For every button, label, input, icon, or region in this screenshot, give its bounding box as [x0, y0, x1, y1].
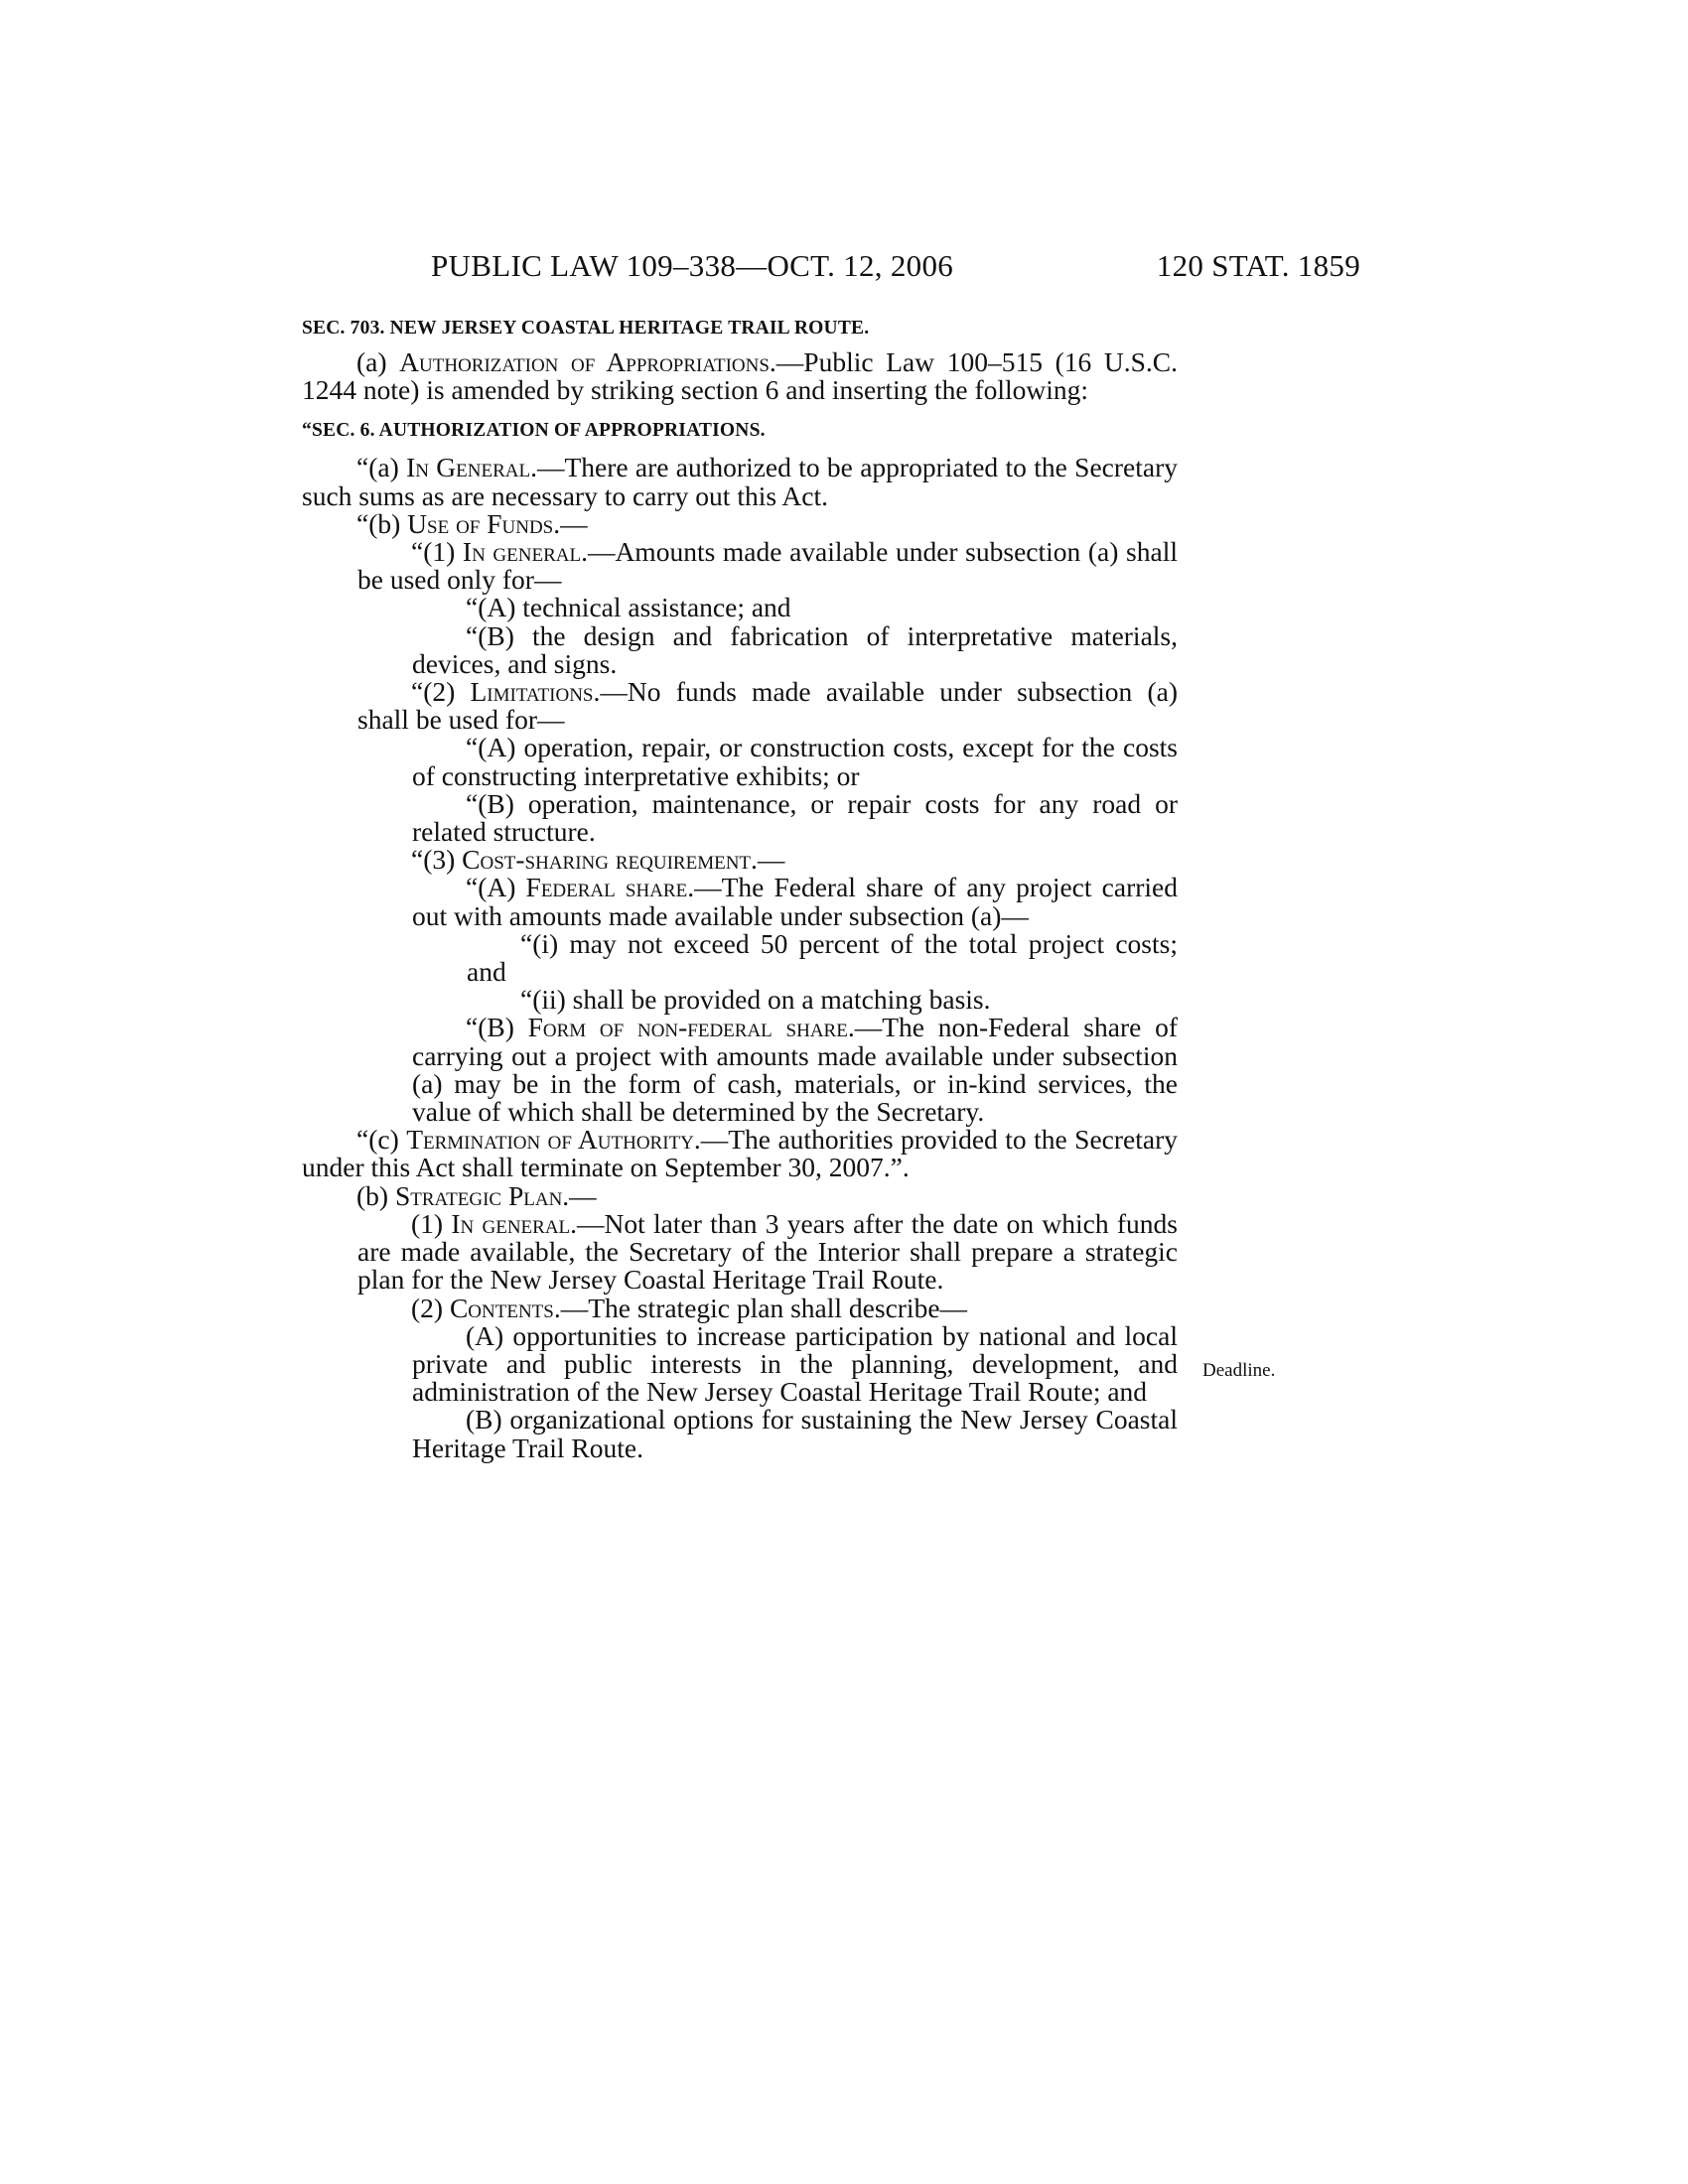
margin-note-deadline: Deadline. [1202, 1360, 1276, 1381]
running-head [298, 246, 1360, 286]
caption-form-of-non-federal-share: Form of non-federal share. [527, 1012, 855, 1043]
caption-cost-sharing-requirement: Cost-sharing requirement. [462, 844, 758, 876]
paragraph-b1-strategic-in-general: (1) In general.—Not later than 3 years after the date on which funds are made available, the Secretary of the Interior shall prepare a strategic plan for the New Jersey Coastal Heritage Trail Route. [357, 1207, 1178, 1296]
subparagraph-contents-a: (A) opportunities to increase participation by national and local private and public interests in the planning, development, and administration of the New Jersey Coastal Heritage Trail Route; and [412, 1319, 1178, 1408]
caption-use-of-funds: Use of Funds. [407, 507, 561, 539]
subparagraph-b2-b: “(B) operation, maintenance, or repair costs for any road or related structure. [412, 787, 1178, 848]
caption-authorization-of-appropriations: Authorization of Appropriations. [399, 346, 776, 377]
document-body [302, 316, 1178, 1462]
subsection-a-in-general: “(a) In General.—There are authorized to be appropriated to the Secretary such sums as are necessary to carry out this Act. [302, 452, 1178, 511]
subparagraph-b3-a-federal-share: “(A) Federal share.—The Federal share of any project carried out with amounts made available under subsection (a)— [412, 872, 1178, 931]
caption-federal-share: Federal share. [525, 872, 695, 903]
statute-citation: 120 STAT. 1859 [1156, 248, 1360, 283]
caption-limitations: Limitations. [470, 676, 601, 708]
subsection-b-use-of-funds: “(b) Use of Funds.— [356, 507, 588, 539]
subparagraph-b1-a: “(A) technical assistance; and [466, 592, 791, 623]
subsection-c-termination: “(c) Termination of Authority.—The authorities provided to the Secretary under this Act shall terminate on September 30, 2007.”. [302, 1124, 1178, 1183]
caption-in-general-b1: In general. [462, 536, 588, 568]
caption-strategic-plan: Strategic Plan. [394, 1179, 570, 1211]
clause-b3-a-i: “(i) may not exceed 50 percent of the total project costs; and [467, 927, 1178, 988]
paragraph-b1-in-general: “(1) In general.—Amounts made available under subsection (a) shall be used only for— [357, 536, 1178, 596]
section-heading-703: SEC. 703. NEW JERSEY COASTAL HERITAGE TRAIL ROUTE. [302, 318, 870, 339]
subparagraph-b1-b: “(B) the design and fabrication of interpretative materials, devices, and signs. [412, 619, 1178, 679]
paragraph-a-authorization: (a) Authorization of Appropriations.—Public Law 100–515 (16 U.S.C. 1244 note) is amended by striking section 6 and inserting the following: [302, 346, 1178, 406]
caption-in-general-strategic: In general. [451, 1207, 578, 1239]
clause-b3-a-ii: “(ii) shall be provided on a matching basis. [520, 984, 991, 1016]
public-law-title: PUBLIC LAW 109–338—OCT. 12, 2006 [431, 248, 954, 283]
subparagraph-contents-b: (B) organizational options for sustaining the New Jersey Coastal Heritage Trail Route. [412, 1404, 1178, 1463]
caption-in-general: In General. [406, 452, 537, 483]
paragraph-b2-limitations: “(2) Limitations.—No funds made available under subsection (a) shall be used for— [357, 676, 1178, 736]
paragraph-b2-contents: (2) Contents.—The strategic plan shall describe— [411, 1292, 968, 1323]
subparagraph-b2-a: “(A) operation, repair, or construction costs, except for the costs of constructing interpretative exhibits; or [412, 732, 1178, 791]
section-heading-6: “SEC. 6. AUTHORIZATION OF APPROPRIATIONS. [302, 420, 766, 442]
subparagraph-b3-b-non-federal-share: “(B) Form of non-federal share.—The non-Federal share of carrying out a project with amounts made available under subsection (a) may be in the form of cash, materials, or in-kind services, the value of which shall be determined by the Secretary. [412, 1012, 1178, 1128]
caption-contents: Contents. [449, 1292, 561, 1323]
paragraph-b3-cost-sharing: “(3) Cost-sharing requirement.— [411, 844, 785, 876]
paragraph-b-strategic-plan: (b) Strategic Plan.— [356, 1179, 597, 1211]
caption-termination-of-authority: Termination of Authority. [406, 1124, 701, 1156]
